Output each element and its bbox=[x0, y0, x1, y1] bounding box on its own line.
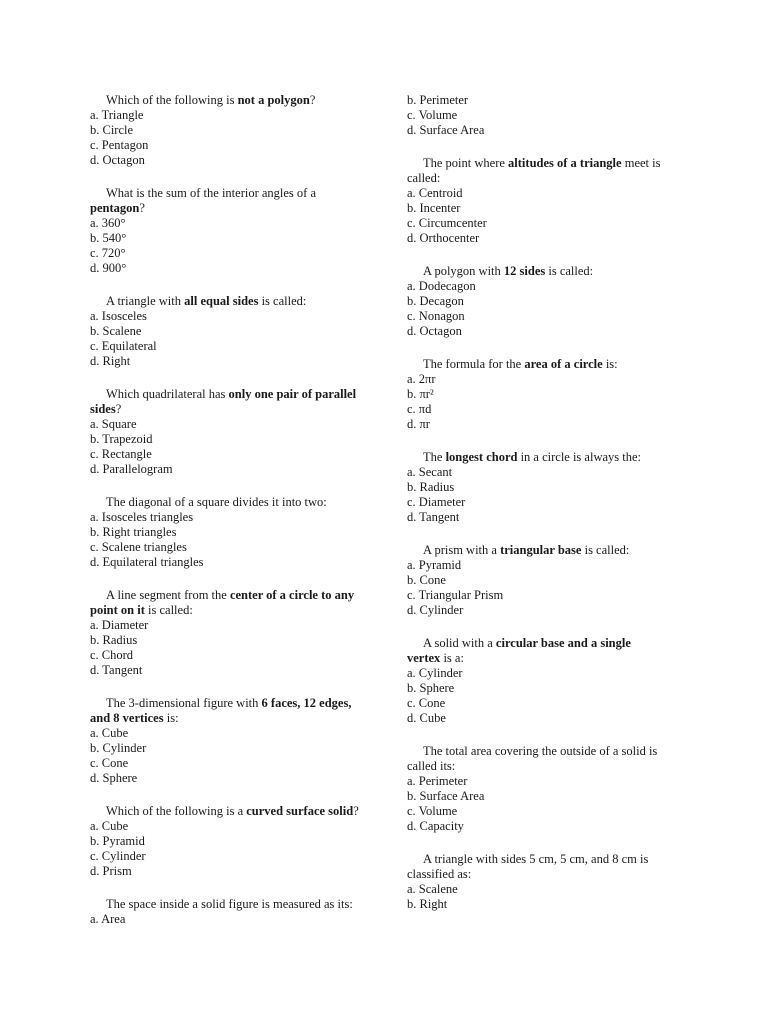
answer-option: c. Triangular Prism bbox=[407, 588, 504, 602]
answer-option: c. Scalene triangles bbox=[90, 540, 187, 554]
answer-option: b. Radius bbox=[90, 633, 138, 647]
stem-bold-text: center of a circle to any point on it bbox=[90, 588, 355, 617]
stem-text: is called: bbox=[581, 543, 630, 557]
question-stem bbox=[407, 636, 663, 666]
answer-option: a. Isosceles bbox=[90, 309, 147, 323]
stem-bold-text: 12 sides bbox=[503, 264, 546, 278]
stem-bold-text: 6 faces, 12 edges, and 8 vertices bbox=[90, 696, 352, 725]
question-block bbox=[407, 636, 663, 726]
answer-option: c. Cylinder bbox=[90, 849, 146, 863]
question-stem bbox=[90, 93, 370, 108]
answer-option: c. Cone bbox=[90, 756, 129, 770]
answer-option: b. Cone bbox=[407, 573, 446, 587]
stem-bold-text: curved surface solid bbox=[246, 804, 354, 818]
question-block bbox=[407, 156, 663, 246]
question-block bbox=[407, 450, 663, 525]
stem-text: ? bbox=[353, 804, 359, 818]
answer-option: a. Cube bbox=[90, 819, 129, 833]
answer-option: b. Perimeter bbox=[407, 93, 469, 107]
stem-text: is called: bbox=[545, 264, 594, 278]
answer-option: c. 720° bbox=[90, 246, 126, 260]
stem-text: The total area covering the outside of a solid is called its: bbox=[407, 744, 658, 773]
answer-option: d. Orthocenter bbox=[407, 231, 480, 245]
question-block bbox=[90, 897, 370, 927]
stem-text: What is the sum of the interior angles of a bbox=[106, 186, 317, 200]
stem-text: is: bbox=[163, 711, 179, 725]
stem-bold-text: pentagon bbox=[90, 201, 140, 215]
question-block bbox=[90, 495, 370, 570]
question-block bbox=[407, 744, 663, 834]
question-stem bbox=[407, 450, 663, 465]
answer-option: a. Triangle bbox=[90, 108, 144, 122]
answer-option: a. Dodecagon bbox=[407, 279, 476, 293]
stem-text: The diagonal of a square divides it into two: bbox=[106, 495, 327, 509]
answer-option: d. Parallelogram bbox=[90, 462, 173, 476]
answer-option: b. Incenter bbox=[407, 201, 461, 215]
stem-text: meet is called: bbox=[407, 156, 661, 185]
stem-text: The formula for the bbox=[423, 357, 525, 371]
stem-bold-text: triangular base bbox=[500, 543, 582, 557]
answer-option: c. Circumcenter bbox=[407, 216, 487, 230]
question-block bbox=[90, 93, 370, 168]
stem-text: Which of the following is bbox=[106, 93, 238, 107]
stem-text: is: bbox=[602, 357, 618, 371]
answer-option: a. Area bbox=[90, 912, 126, 926]
question-block bbox=[407, 93, 663, 138]
answer-option: c. Cone bbox=[407, 696, 446, 710]
question-block bbox=[90, 387, 370, 477]
question-stem bbox=[90, 495, 370, 510]
stem-bold-text: longest chord bbox=[445, 450, 518, 464]
answer-option: d. Equilateral triangles bbox=[90, 555, 204, 569]
stem-text: A polygon with bbox=[423, 264, 504, 278]
stem-text: A line segment from the bbox=[106, 588, 230, 602]
answer-option: a. Centroid bbox=[407, 186, 463, 200]
answer-option: a. Pyramid bbox=[407, 558, 462, 572]
answer-option: b. Right triangles bbox=[90, 525, 177, 539]
answer-option: d. πr bbox=[407, 417, 430, 431]
stem-bold-text: area of a circle bbox=[524, 357, 603, 371]
answer-option: a. 2πr bbox=[407, 372, 436, 386]
answer-option: b. Right bbox=[407, 897, 448, 911]
answer-option: a. Perimeter bbox=[407, 774, 468, 788]
stem-text: A prism with a bbox=[423, 543, 501, 557]
question-stem bbox=[407, 264, 663, 279]
answer-option: c. Volume bbox=[407, 804, 458, 818]
answer-option: a. 360° bbox=[90, 216, 126, 230]
answer-option: a. Diameter bbox=[90, 618, 149, 632]
answer-option: c. Pentagon bbox=[90, 138, 149, 152]
answer-option: d. Capacity bbox=[407, 819, 464, 833]
question-block bbox=[407, 264, 663, 339]
question-stem bbox=[90, 294, 370, 309]
question-block bbox=[90, 186, 370, 276]
question-stem bbox=[407, 852, 663, 882]
answer-option: d. Cylinder bbox=[407, 603, 464, 617]
answer-option: a. Square bbox=[90, 417, 137, 431]
stem-bold-text: all equal sides bbox=[184, 294, 259, 308]
question-block bbox=[407, 543, 663, 618]
answer-option: b. Radius bbox=[407, 480, 455, 494]
question-block bbox=[407, 852, 663, 912]
answer-option: c. Volume bbox=[407, 108, 458, 122]
answer-option: b. 540° bbox=[90, 231, 127, 245]
question-stem bbox=[90, 804, 370, 819]
answer-option: b. πr² bbox=[407, 387, 434, 401]
left-column bbox=[90, 93, 370, 945]
question-stem bbox=[407, 543, 663, 558]
question-stem bbox=[90, 696, 370, 726]
question-stem bbox=[90, 186, 370, 216]
answer-option: d. Cube bbox=[407, 711, 446, 725]
stem-text: Which quadrilateral has bbox=[106, 387, 229, 401]
answer-option: c. πd bbox=[407, 402, 432, 416]
stem-text: A triangle with bbox=[106, 294, 185, 308]
answer-option: b. Trapezoid bbox=[90, 432, 153, 446]
question-block bbox=[90, 696, 370, 786]
answer-option: d. Sphere bbox=[90, 771, 138, 785]
stem-text: The bbox=[423, 450, 446, 464]
answer-option: b. Pyramid bbox=[90, 834, 145, 848]
stem-text: The 3-dimensional figure with bbox=[106, 696, 262, 710]
stem-text: ? bbox=[115, 402, 122, 416]
stem-text: is called: bbox=[144, 603, 193, 617]
question-block bbox=[90, 294, 370, 369]
question-block bbox=[407, 357, 663, 432]
stem-bold-text: circular base and a single vertex bbox=[407, 636, 631, 665]
stem-text: Which of the following is a bbox=[106, 804, 247, 818]
question-block bbox=[90, 804, 370, 879]
answer-option: c. Chord bbox=[90, 648, 134, 662]
stem-bold-text: altitudes of a triangle bbox=[508, 156, 622, 170]
answer-option: a. Secant bbox=[407, 465, 453, 479]
answer-option: d. Tangent bbox=[90, 663, 143, 677]
answer-option: b. Circle bbox=[90, 123, 134, 137]
answer-option: c. Rectangle bbox=[90, 447, 152, 461]
stem-text: is a: bbox=[440, 651, 464, 665]
stem-text: in a circle is always the: bbox=[517, 450, 642, 464]
question-block bbox=[90, 588, 370, 678]
stem-text: The point where bbox=[423, 156, 509, 170]
answer-option: c. Nonagon bbox=[407, 309, 465, 323]
answer-option: d. 900° bbox=[90, 261, 127, 275]
answer-option: a. Cylinder bbox=[407, 666, 463, 680]
answer-option: d. Octagon bbox=[407, 324, 462, 338]
question-stem bbox=[407, 357, 663, 372]
question-stem bbox=[407, 744, 663, 774]
stem-text: ? bbox=[139, 201, 145, 215]
answer-option: b. Cylinder bbox=[90, 741, 147, 755]
stem-bold-text: not a polygon bbox=[237, 93, 310, 107]
answer-option: d. Prism bbox=[90, 864, 132, 878]
answer-option: b. Surface Area bbox=[407, 789, 485, 803]
stem-text: A solid with a bbox=[423, 636, 496, 650]
question-stem bbox=[407, 156, 663, 186]
stem-bold-text: only one pair of parallel sides bbox=[90, 387, 357, 416]
stem-text: A triangle with sides 5 cm, 5 cm, and 8 cm is classified as: bbox=[407, 852, 649, 881]
stem-text: The space inside a solid figure is measured as its: bbox=[106, 897, 353, 911]
answer-option: a. Isosceles triangles bbox=[90, 510, 194, 524]
answer-option: d. Octagon bbox=[90, 153, 145, 167]
answer-option: b. Sphere bbox=[407, 681, 455, 695]
answer-option: b. Decagon bbox=[407, 294, 464, 308]
answer-option: a. Scalene bbox=[407, 882, 458, 896]
question-stem bbox=[90, 588, 370, 618]
question-stem bbox=[90, 387, 370, 417]
answer-option: d. Surface Area bbox=[407, 123, 485, 137]
answer-option: c. Equilateral bbox=[90, 339, 157, 353]
question-stem bbox=[90, 897, 370, 912]
answer-option: d. Tangent bbox=[407, 510, 460, 524]
answer-option: a. Cube bbox=[90, 726, 129, 740]
answer-option: b. Scalene bbox=[90, 324, 142, 338]
answer-option: c. Diameter bbox=[407, 495, 466, 509]
stem-text: ? bbox=[309, 93, 316, 107]
stem-text: is called: bbox=[258, 294, 307, 308]
answer-option: d. Right bbox=[90, 354, 131, 368]
right-column bbox=[407, 93, 663, 930]
